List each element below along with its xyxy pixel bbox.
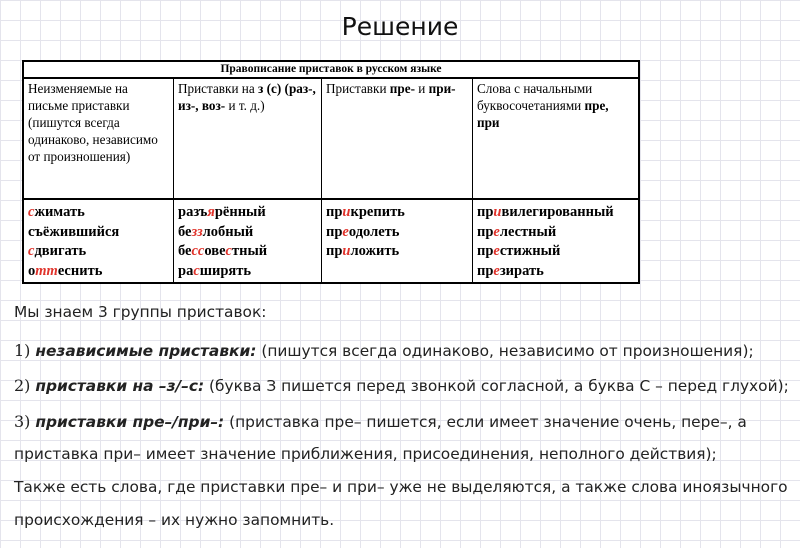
text-fragment: Приставки <box>326 81 390 96</box>
group-term: независимые приставки: <box>35 342 257 360</box>
highlighted-letters: я <box>207 204 215 220</box>
group-description: (приставка пре– пишется, если имеет значение очень, пере–, а <box>224 413 747 431</box>
highlighted-letters: тт <box>35 262 58 279</box>
text-fragment: и т. д.) <box>225 98 265 113</box>
word-item <box>178 203 317 223</box>
text-fragment: ложить <box>350 243 400 259</box>
text-fragment: и <box>414 81 429 96</box>
highlighted-letters: е <box>342 223 349 240</box>
bold-fragment: (раз-, из-, воз- <box>178 81 316 113</box>
word-item <box>178 223 317 243</box>
word-item <box>477 203 634 223</box>
text-fragment: жимать <box>34 204 85 220</box>
group-number: 1) <box>14 341 31 360</box>
text-fragment: бе <box>178 243 192 259</box>
highlighted-letters: е <box>493 223 500 240</box>
text-fragment: тный <box>231 243 268 259</box>
word-item <box>477 223 634 243</box>
group-description: (пишутся всегда одинаково, независимо от произношения); <box>256 342 754 360</box>
text-fragment: одолеть <box>348 223 400 240</box>
header-cell <box>24 79 174 198</box>
text-fragment: пр <box>477 243 494 259</box>
group-3-continuation: приставка при– имеет значение приближения, присоединения, неполного действия); <box>14 445 717 463</box>
header-cell <box>473 79 638 198</box>
text-fragment: пр <box>326 243 343 259</box>
group-term: приставки на –з/–с: <box>35 377 205 395</box>
page-title: Решение <box>341 12 459 41</box>
text-fragment: съ <box>28 223 43 240</box>
text-fragment: пр <box>477 204 494 220</box>
text-fragment: о <box>28 262 36 279</box>
text-fragment: стижный <box>499 243 561 259</box>
group-number: 2) <box>14 376 31 395</box>
highlighted-letters: сс <box>191 243 205 259</box>
group-number: 3) <box>14 412 31 431</box>
text-fragment: зирать <box>499 262 544 279</box>
text-fragment: ра <box>178 262 194 279</box>
text-fragment: Слова с начальными буквосочетаниями <box>477 81 593 113</box>
header-cell <box>322 79 473 198</box>
highlighted-letters: с <box>28 204 35 220</box>
words-cell <box>174 200 322 284</box>
intro-line: Мы знаем 3 группы приставок: <box>14 303 267 321</box>
word-item <box>326 223 468 243</box>
word-item <box>326 242 468 262</box>
text-fragment: двигать <box>34 243 87 259</box>
group-1-line <box>14 341 754 360</box>
highlighted-letters: с <box>225 243 232 259</box>
note-line-2: происхождения – их нужно запомнить. <box>14 511 335 529</box>
word-item <box>28 223 169 243</box>
highlighted-letters: е <box>493 243 500 259</box>
note-line-1: Также есть слова, где приставки пре– и при– уже не выделяются, а также слова иноязычного <box>14 478 788 496</box>
text-fragment: лестный <box>499 223 557 240</box>
text-fragment: пр <box>477 223 494 240</box>
text-fragment: ё <box>42 223 50 240</box>
highlighted-letters: и <box>493 204 502 220</box>
words-cell <box>24 200 174 284</box>
text-fragment: пр <box>326 223 343 240</box>
text-fragment: ширять <box>199 262 252 279</box>
table-caption: Правописание приставок в русском языке <box>24 62 638 79</box>
header-cell <box>174 79 322 198</box>
group-3-line <box>14 412 747 431</box>
text-fragment: Неизменяемые на письме приставки (пишутся всегда одинаково, независимо от произношения) <box>28 81 158 164</box>
highlighted-letters: и <box>342 243 351 259</box>
text-fragment: бе <box>178 223 192 240</box>
word-item <box>28 203 169 223</box>
word-item <box>28 262 169 282</box>
text-fragment: еснить <box>57 262 103 279</box>
word-item <box>178 262 317 282</box>
bold-fragment: при- <box>428 81 456 96</box>
text-fragment: пр <box>326 204 343 220</box>
word-item <box>326 203 468 223</box>
text-fragment: ове <box>204 243 226 259</box>
group-2-line <box>14 376 789 395</box>
text-fragment: крепить <box>350 204 405 220</box>
highlighted-letters: зз <box>191 223 203 240</box>
text-fragment: жившийся <box>49 223 120 240</box>
words-cell <box>322 200 473 284</box>
highlighted-letters: с <box>193 262 200 279</box>
word-item <box>178 242 317 262</box>
highlighted-letters: е <box>493 262 500 279</box>
table-header-row <box>24 79 638 200</box>
highlighted-letters: и <box>342 204 351 220</box>
word-item <box>477 262 634 282</box>
text-fragment: лобный <box>202 223 254 240</box>
prefix-table <box>22 60 640 284</box>
text-fragment: пр <box>477 262 494 279</box>
bold-fragment: з (с) <box>258 81 282 96</box>
bold-fragment: пре, при <box>477 98 609 130</box>
text-fragment: вилегированный <box>501 204 614 220</box>
word-item <box>477 242 634 262</box>
group-term: приставки пре–/при–: <box>35 413 225 431</box>
text-fragment: разъ <box>178 204 208 220</box>
words-cell <box>473 200 638 284</box>
highlighted-letters: с <box>28 243 35 259</box>
word-item <box>28 242 169 262</box>
text-fragment: Приставки на <box>178 81 259 96</box>
table-words-row <box>24 200 638 284</box>
bold-fragment: пре- <box>389 81 415 96</box>
text-fragment: рённый <box>214 204 266 220</box>
group-description: (буква З пишется перед звонкой согласной, а буква С – перед глухой); <box>204 377 789 395</box>
